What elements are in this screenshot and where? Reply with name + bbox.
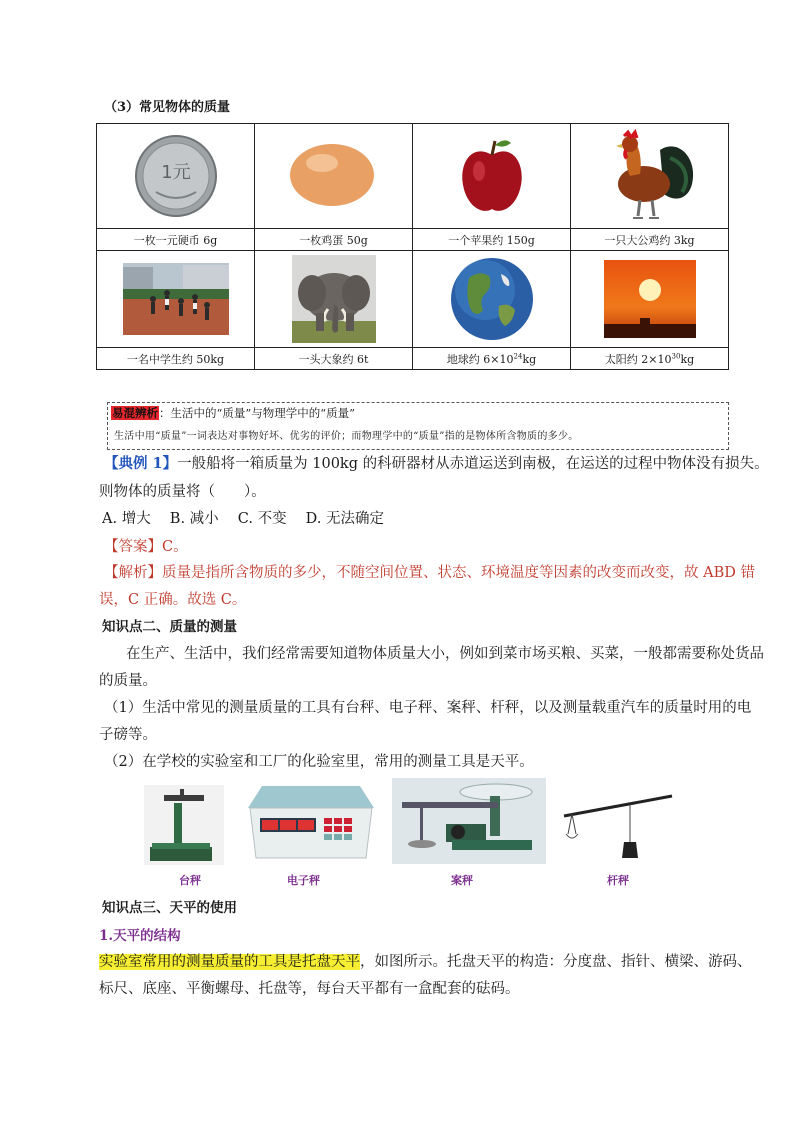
caption-earth-prefix: 地球约 6×10 [446,352,514,366]
note-tag: 易混辨析 [112,406,158,420]
cell-coin [97,124,255,229]
electronic-scale-image [238,778,380,864]
steelyard-image [558,790,676,864]
kp2-p2-line1: （1）生活中常见的测量质量的工具有台秤、电子秤、案秤、杆秤，以及测量载重汽车的质量时用的电 [104,700,752,716]
example1-line2: 则物体的质量将（ ）。 [99,484,266,500]
answer-tag: 【答案】 [104,539,162,555]
coin-text: 1元 [160,162,191,183]
tool-label-steelyard: 杆秤 [607,874,629,887]
analysis-line2: 误，C 正确。故选 C。 [99,592,247,608]
caption-sun-exp: 30 [671,351,681,360]
kp3-p1-line2: 标尺、底座、平衡螺母、托盘等，每台天平都有一盒配套的砝码。 [99,981,520,997]
caption-earth-exp: 24 [513,351,523,360]
caption-sun [571,348,729,370]
highlighted-text: 实验室常用的测量质量的工具是托盘天平 [99,954,360,970]
kp3-p1-rest: ，如图所示。托盘天平的构造：分度盘、指针、横梁、游码、 [360,954,752,970]
caption-apple: 一个苹果约 150g [413,229,571,251]
caption-elephant: 一头大象约 6t [255,348,413,370]
analysis-text1: 质量是指所含物质的多少，不随空间位置、状态、环境温度等因素的改变而改变，故 ABD 错 [162,565,755,581]
coin-icon [134,134,218,218]
answer-text: C。 [162,539,188,555]
cell-sun [571,251,729,348]
caption-sun-prefix: 太阳约 2×10 [604,352,672,366]
note-body: 生活中用“质量”一词表达对事物好坏、优劣的评价；而物理学中的“质量”指的是物体所含物质的多少。 [114,431,579,442]
answer-line [104,535,188,556]
counter-scale-image [392,778,546,864]
caption-egg: 一枚鸡蛋 50g [255,229,413,251]
tool-label-electronic: 电子秤 [287,874,320,887]
caption-coin: 一枚一元硬币 6g [97,229,255,251]
cell-elephant [255,251,413,348]
note-box [107,402,729,450]
analysis-line1 [104,561,755,582]
kp2-p3: （2）在学校的实验室和工厂的化验室里，常用的测量工具是天平。 [104,754,534,770]
example1-text1: 一般船将一箱质量为 100kg 的科研器材从赤道运送到南极，在运送的过程中物体没有损失。 [177,456,769,472]
kp2-title: 知识点二、质量的测量 [102,619,237,635]
kp2-p1-line2: 的质量。 [99,673,157,689]
platform-scale-image [144,785,224,865]
sun-icon [604,260,696,338]
tool-label-counter: 案秤 [451,874,473,887]
cell-earth [413,251,571,348]
egg-icon [286,139,382,213]
section-title-common-masses: （3）常见物体的质量 [104,100,231,115]
caption-earth-unit: kg [522,352,537,366]
note-heading: 生活中的“质量”与物理学中的“质量” [170,406,356,420]
caption-sun-unit: kg [680,352,695,366]
common-objects-table [96,123,729,370]
kp2-p2-line2: 子磅等。 [99,727,157,743]
earth-icon [449,256,535,342]
elephant-icon [292,255,376,343]
rooster-icon [600,128,700,224]
example1-options: A. 增大 B. 减小 C. 不变 D. 无法确定 [102,511,385,527]
example1-line1 [104,452,769,473]
kp3-sub1: 1.天平的结构 [99,928,181,944]
cell-egg [255,124,413,229]
kp3-p1-line1 [99,950,752,971]
kp3-title: 知识点三、天平的使用 [102,900,237,916]
kp2-p1-line1: 在生产、生活中，我们经常需要知道物体质量大小，例如到菜市场买粮、买菜，一般都需要称处货品 [126,646,764,662]
analysis-tag: 【解析】 [104,565,162,581]
cell-apple [413,124,571,229]
apple-icon [457,135,527,217]
caption-student: 一名中学生约 50kg [97,348,255,370]
note-title: 易混辨析：生活中的“质量”与物理学中的“质量” [112,406,356,420]
caption-rooster: 一只大公鸡约 3kg [571,229,729,251]
cell-rooster [571,124,729,229]
caption-earth [413,348,571,370]
tool-label-platform: 台秤 [179,874,201,887]
example1-tag: 【典例 1】 [104,455,178,472]
cell-students [97,251,255,348]
students-icon [123,263,229,335]
